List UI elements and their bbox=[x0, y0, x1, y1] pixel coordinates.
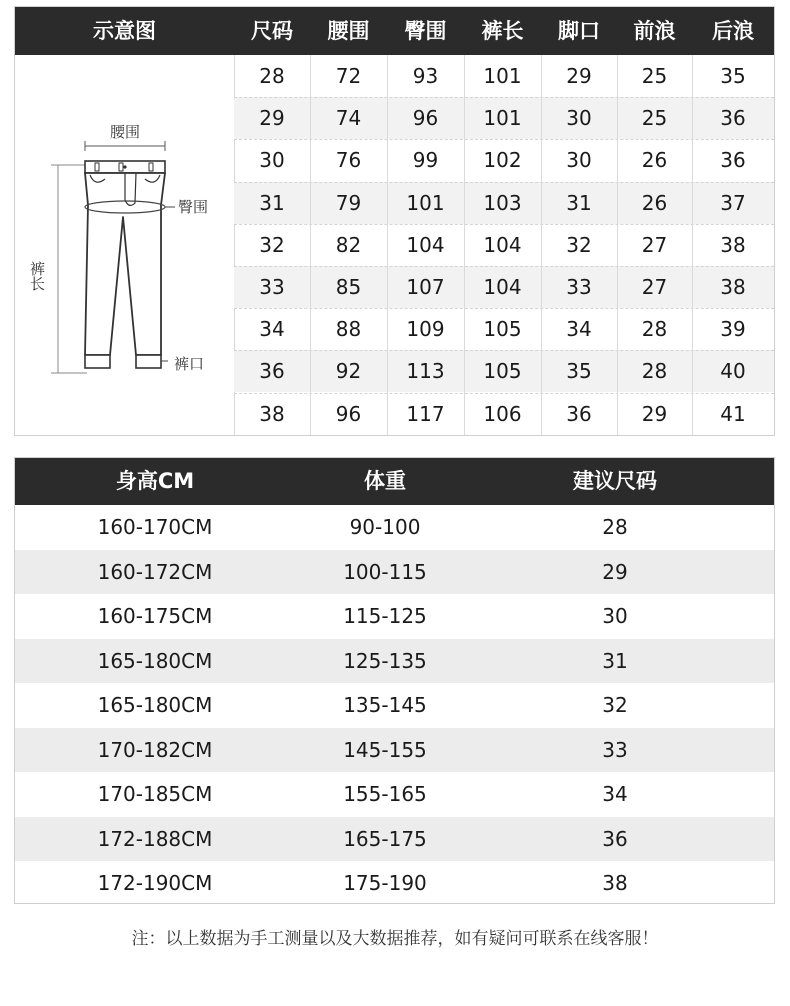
cell-waist: 82 bbox=[335, 232, 362, 257]
row-divider bbox=[234, 139, 774, 140]
row-divider bbox=[234, 393, 774, 394]
cell-waist: 88 bbox=[335, 317, 362, 342]
cell-suggested-size: 36 bbox=[602, 826, 628, 851]
cell-length: 104 bbox=[483, 232, 522, 257]
cell-weight: 115-125 bbox=[343, 604, 427, 628]
cell-back-rise: 40 bbox=[720, 359, 746, 384]
cell-length: 106 bbox=[483, 401, 522, 426]
cell-back-rise: 38 bbox=[720, 232, 746, 257]
column-divider bbox=[387, 55, 388, 435]
row-divider bbox=[234, 182, 774, 183]
size-row bbox=[234, 139, 774, 181]
cell-front-rise: 28 bbox=[641, 317, 668, 342]
column-divider bbox=[692, 55, 693, 435]
cell-weight: 125-135 bbox=[343, 648, 427, 673]
recommend-header bbox=[15, 458, 774, 505]
cell-back-rise: 37 bbox=[720, 190, 746, 215]
header-length: 裤长 bbox=[481, 19, 524, 43]
cell-back-rise: 38 bbox=[720, 275, 746, 299]
header-weight: 体重 bbox=[364, 469, 406, 493]
cell-back-rise: 41 bbox=[720, 401, 746, 426]
cell-height: 165-180CM bbox=[97, 648, 213, 673]
cell-height: 172-190CM bbox=[97, 871, 213, 895]
recommend-row bbox=[15, 594, 774, 638]
cell-front-rise: 29 bbox=[641, 401, 668, 426]
header-suggested-size: 建议尺码 bbox=[573, 469, 657, 493]
cell-waist: 72 bbox=[335, 64, 362, 88]
cell-length: 104 bbox=[483, 275, 522, 299]
cell-hip: 109 bbox=[406, 317, 445, 342]
header-front-rise: 前浪 bbox=[633, 19, 676, 43]
diagram-label-hem: 裤口 bbox=[174, 355, 205, 373]
size-row bbox=[234, 224, 774, 266]
cell-length: 105 bbox=[483, 317, 522, 342]
size-row bbox=[234, 97, 774, 139]
cell-length: 103 bbox=[483, 190, 522, 215]
cell-hip: 117 bbox=[406, 401, 445, 426]
cell-front-rise: 26 bbox=[641, 148, 668, 173]
cell-waist: 85 bbox=[335, 275, 362, 299]
cell-waist: 79 bbox=[335, 190, 362, 215]
header-diagram: 示意图 bbox=[93, 19, 156, 43]
column-divider bbox=[464, 55, 465, 435]
cell-size: 30 bbox=[259, 148, 285, 173]
row-divider bbox=[234, 350, 774, 351]
cell-suggested-size: 34 bbox=[602, 782, 628, 806]
cell-waist: 96 bbox=[335, 401, 362, 426]
footnote: 注：以上数据为手工测量以及大数据推荐，如有疑问可联系在线客服！ bbox=[131, 929, 659, 949]
cell-height: 172-188CM bbox=[97, 826, 213, 851]
cell-length: 101 bbox=[483, 64, 522, 88]
cell-back-rise: 35 bbox=[720, 64, 746, 88]
header-hip: 臀围 bbox=[404, 19, 447, 43]
cell-hip: 101 bbox=[406, 190, 445, 215]
row-divider bbox=[234, 97, 774, 98]
cell-length: 102 bbox=[483, 148, 522, 173]
cell-size: 32 bbox=[259, 232, 285, 257]
cell-length: 105 bbox=[483, 359, 522, 384]
cell-suggested-size: 30 bbox=[602, 604, 628, 628]
cell-suggested-size: 33 bbox=[602, 737, 628, 762]
cell-hip: 104 bbox=[406, 232, 445, 257]
recommend-row bbox=[15, 861, 774, 905]
diagram-label-length: 裤长 bbox=[28, 261, 46, 291]
size-chart-table bbox=[14, 6, 775, 436]
diagram-label-hip: 臀围 bbox=[178, 198, 209, 216]
cell-weight: 100-115 bbox=[343, 559, 427, 584]
cell-hem: 32 bbox=[566, 232, 592, 257]
size-row bbox=[234, 55, 774, 97]
row-divider bbox=[234, 224, 774, 225]
size-chart-header bbox=[15, 7, 774, 55]
cell-hem: 29 bbox=[566, 64, 592, 88]
size-row bbox=[234, 266, 774, 308]
cell-hem: 30 bbox=[566, 106, 592, 131]
header-back-rise: 后浪 bbox=[712, 19, 754, 43]
header-waist: 腰围 bbox=[327, 19, 370, 43]
cell-suggested-size: 31 bbox=[602, 648, 628, 673]
column-divider bbox=[310, 55, 311, 435]
header-height: 身高CM bbox=[115, 469, 195, 493]
diagram-label-waist: 腰围 bbox=[109, 123, 141, 141]
cell-front-rise: 25 bbox=[641, 64, 668, 88]
cell-hip: 93 bbox=[412, 64, 439, 88]
pants-diagram bbox=[15, 55, 235, 435]
cell-suggested-size: 32 bbox=[602, 693, 628, 717]
recommend-row bbox=[15, 639, 774, 683]
cell-weight: 135-145 bbox=[343, 693, 427, 717]
cell-hem: 36 bbox=[566, 401, 592, 426]
cell-front-rise: 27 bbox=[641, 232, 668, 257]
cell-front-rise: 25 bbox=[641, 106, 668, 131]
cell-size: 34 bbox=[259, 317, 285, 342]
cell-back-rise: 36 bbox=[720, 148, 746, 173]
cell-weight: 165-175 bbox=[343, 826, 427, 851]
cell-suggested-size: 29 bbox=[602, 559, 628, 584]
cell-size: 33 bbox=[259, 275, 285, 299]
cell-front-rise: 27 bbox=[641, 275, 668, 299]
cell-size: 36 bbox=[259, 359, 285, 384]
cell-height: 160-170CM bbox=[97, 515, 213, 539]
cell-back-rise: 39 bbox=[720, 317, 746, 342]
cell-hem: 31 bbox=[566, 190, 592, 215]
cell-waist: 92 bbox=[335, 359, 362, 384]
recommend-row bbox=[15, 772, 774, 816]
recommend-table bbox=[14, 457, 775, 904]
row-divider bbox=[234, 266, 774, 267]
cell-hip: 96 bbox=[412, 106, 439, 131]
cell-size: 28 bbox=[259, 64, 285, 88]
pants-outline-icon bbox=[15, 55, 234, 435]
column-divider bbox=[541, 55, 542, 435]
cell-length: 101 bbox=[483, 106, 522, 131]
cell-hem: 34 bbox=[566, 317, 592, 342]
cell-weight: 155-165 bbox=[343, 782, 427, 806]
cell-front-rise: 26 bbox=[641, 190, 668, 215]
size-row bbox=[234, 393, 774, 435]
cell-height: 170-182CM bbox=[97, 737, 213, 762]
cell-suggested-size: 38 bbox=[602, 871, 628, 895]
cell-height: 160-175CM bbox=[97, 604, 213, 628]
cell-front-rise: 28 bbox=[641, 359, 668, 384]
cell-hem: 35 bbox=[566, 359, 592, 384]
cell-hem: 30 bbox=[566, 148, 592, 173]
recommend-row bbox=[15, 728, 774, 772]
size-row bbox=[234, 350, 774, 392]
header-size: 尺码 bbox=[251, 19, 293, 43]
cell-height: 160-172CM bbox=[97, 559, 213, 584]
cell-hem: 33 bbox=[566, 275, 592, 299]
cell-weight: 145-155 bbox=[343, 737, 427, 762]
cell-size: 31 bbox=[259, 190, 285, 215]
cell-back-rise: 36 bbox=[720, 106, 746, 131]
cell-suggested-size: 28 bbox=[602, 515, 628, 539]
cell-weight: 175-190 bbox=[343, 871, 427, 895]
cell-waist: 76 bbox=[335, 148, 362, 173]
size-row bbox=[234, 308, 774, 350]
cell-hip: 107 bbox=[406, 275, 445, 299]
cell-hip: 99 bbox=[412, 148, 439, 173]
cell-weight: 90-100 bbox=[349, 515, 421, 539]
header-hem: 脚口 bbox=[558, 19, 600, 43]
size-row bbox=[234, 182, 774, 224]
cell-waist: 74 bbox=[335, 106, 362, 131]
recommend-row bbox=[15, 817, 774, 861]
row-divider bbox=[234, 308, 774, 309]
cell-hip: 113 bbox=[406, 359, 445, 384]
recommend-row bbox=[15, 505, 774, 549]
cell-size: 38 bbox=[259, 401, 285, 426]
column-divider bbox=[617, 55, 618, 435]
cell-height: 165-180CM bbox=[97, 693, 213, 717]
cell-height: 170-185CM bbox=[97, 782, 213, 806]
recommend-row bbox=[15, 550, 774, 594]
cell-size: 29 bbox=[259, 106, 285, 131]
recommend-row bbox=[15, 683, 774, 727]
